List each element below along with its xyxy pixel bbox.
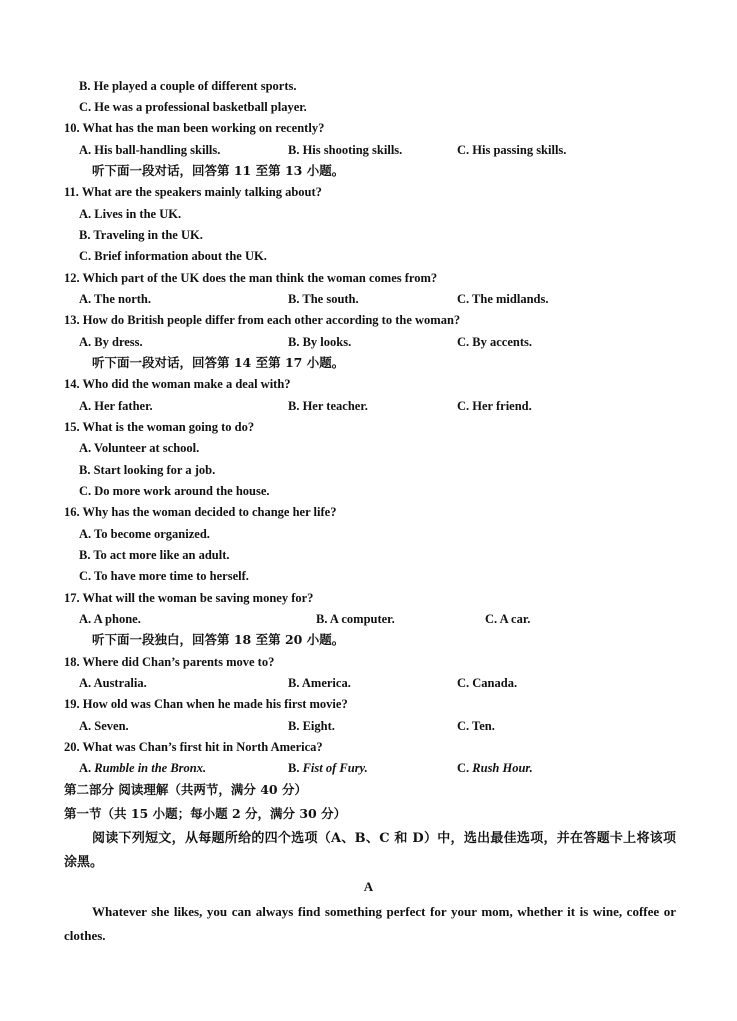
q18-option-c: C. Canada. (457, 676, 518, 690)
question-16: 16. Why has the woman decided to change her life? (64, 505, 337, 519)
q10-option-b: B. His shooting skills. (288, 143, 403, 157)
q10-option-c: C. His passing skills. (457, 143, 567, 157)
q19-option-b: B. Eight. (288, 719, 335, 733)
q19-option-a: A. Seven. (79, 719, 129, 733)
q11-option-b: B. Traveling in the UK. (79, 228, 203, 242)
passage-label: A (363, 879, 374, 894)
q15-option-b: B. Start looking for a job. (79, 463, 216, 477)
q13-option-a: A. By dress. (79, 335, 143, 349)
q9-option-b: B. He played a couple of different sports. (79, 79, 297, 93)
q15-option-c: C. Do more work around the house. (79, 484, 270, 498)
question-12: 12. Which part of the UK does the man think the woman comes from? (64, 271, 438, 285)
q10-option-a: A. His ball-handling skills. (79, 143, 221, 157)
q17-option-b: B. A computer. (316, 612, 395, 626)
q13-option-c: C. By accents. (457, 335, 532, 349)
q12-option-b: B. The south. (288, 292, 359, 306)
option-letter: A. (79, 761, 95, 775)
section-instruction-18-20: 听下面一段独白，回答第 18 至第 20 小题。 (92, 632, 345, 647)
q11-option-a: A. Lives in the UK. (79, 207, 182, 221)
q20-option-b (288, 760, 368, 776)
part-two-heading: 第二部分 阅读理解（共两节，满分 40 分） (64, 782, 307, 797)
q18-option-b: B. America. (288, 676, 351, 690)
q20-option-a (79, 760, 206, 776)
q14-option-a: A. Her father. (79, 399, 153, 413)
question-17: 17. What will the woman be saving money for? (64, 591, 314, 605)
question-18: 18. Where did Chan’s parents move to? (64, 655, 275, 669)
q17-option-c: C. A car. (485, 612, 531, 626)
question-10: 10. What has the man been working on recently? (64, 121, 325, 135)
passage-text: Whatever she likes, you can always find something perfect for your mom, whether it is wine, coffee or clothes. (64, 904, 676, 943)
question-14: 14. Who did the woman make a deal with? (64, 377, 291, 391)
q14-option-c: C. Her friend. (457, 399, 532, 413)
q9-option-c: C. He was a professional basketball player. (79, 100, 307, 114)
question-20: 20. What was Chan’s first hit in North America? (64, 740, 323, 754)
section-one-heading: 第一节（共 15 小题；每小题 2 分，满分 30 分） (64, 806, 347, 821)
movie-title: Rush Hour. (472, 761, 533, 775)
q14-option-b: B. Her teacher. (288, 399, 368, 413)
q15-option-a: A. Volunteer at school. (79, 441, 200, 455)
q13-option-b: B. By looks. (288, 335, 352, 349)
q20-option-c (457, 760, 533, 776)
question-11: 11. What are the speakers mainly talking about? (64, 185, 322, 199)
question-13: 13. How do British people differ from each other according to the woman? (64, 313, 461, 327)
question-19: 19. How old was Chan when he made his first movie? (64, 697, 348, 711)
section-instruction-14-17: 听下面一段对话，回答第 14 至第 17 小题。 (92, 355, 345, 370)
question-15: 15. What is the woman going to do? (64, 420, 255, 434)
q16-option-c: C. To have more time to herself. (79, 569, 249, 583)
movie-title: Fist of Fury. (302, 761, 368, 775)
q16-option-a: A. To become organized. (79, 527, 210, 541)
reading-instruction: 阅读下列短文，从每题所给的四个选项（A、B、C 和 D）中，选出最佳选项，并在答题卡上将该项涂黑。 (64, 831, 676, 870)
q17-option-a: A. A phone. (79, 612, 141, 626)
q12-option-c: C. The midlands. (457, 292, 549, 306)
q11-option-c: C. Brief information about the UK. (79, 249, 267, 263)
movie-title: Rumble in the Bronx. (94, 761, 207, 775)
option-letter: C. (457, 761, 473, 775)
option-letter: B. (288, 761, 303, 775)
q19-option-c: C. Ten. (457, 719, 495, 733)
q12-option-a: A. The north. (79, 292, 152, 306)
q16-option-b: B. To act more like an adult. (79, 548, 230, 562)
q18-option-a: A. Australia. (79, 676, 147, 690)
section-instruction-11-13: 听下面一段对话，回答第 11 至第 13 小题。 (92, 163, 345, 178)
